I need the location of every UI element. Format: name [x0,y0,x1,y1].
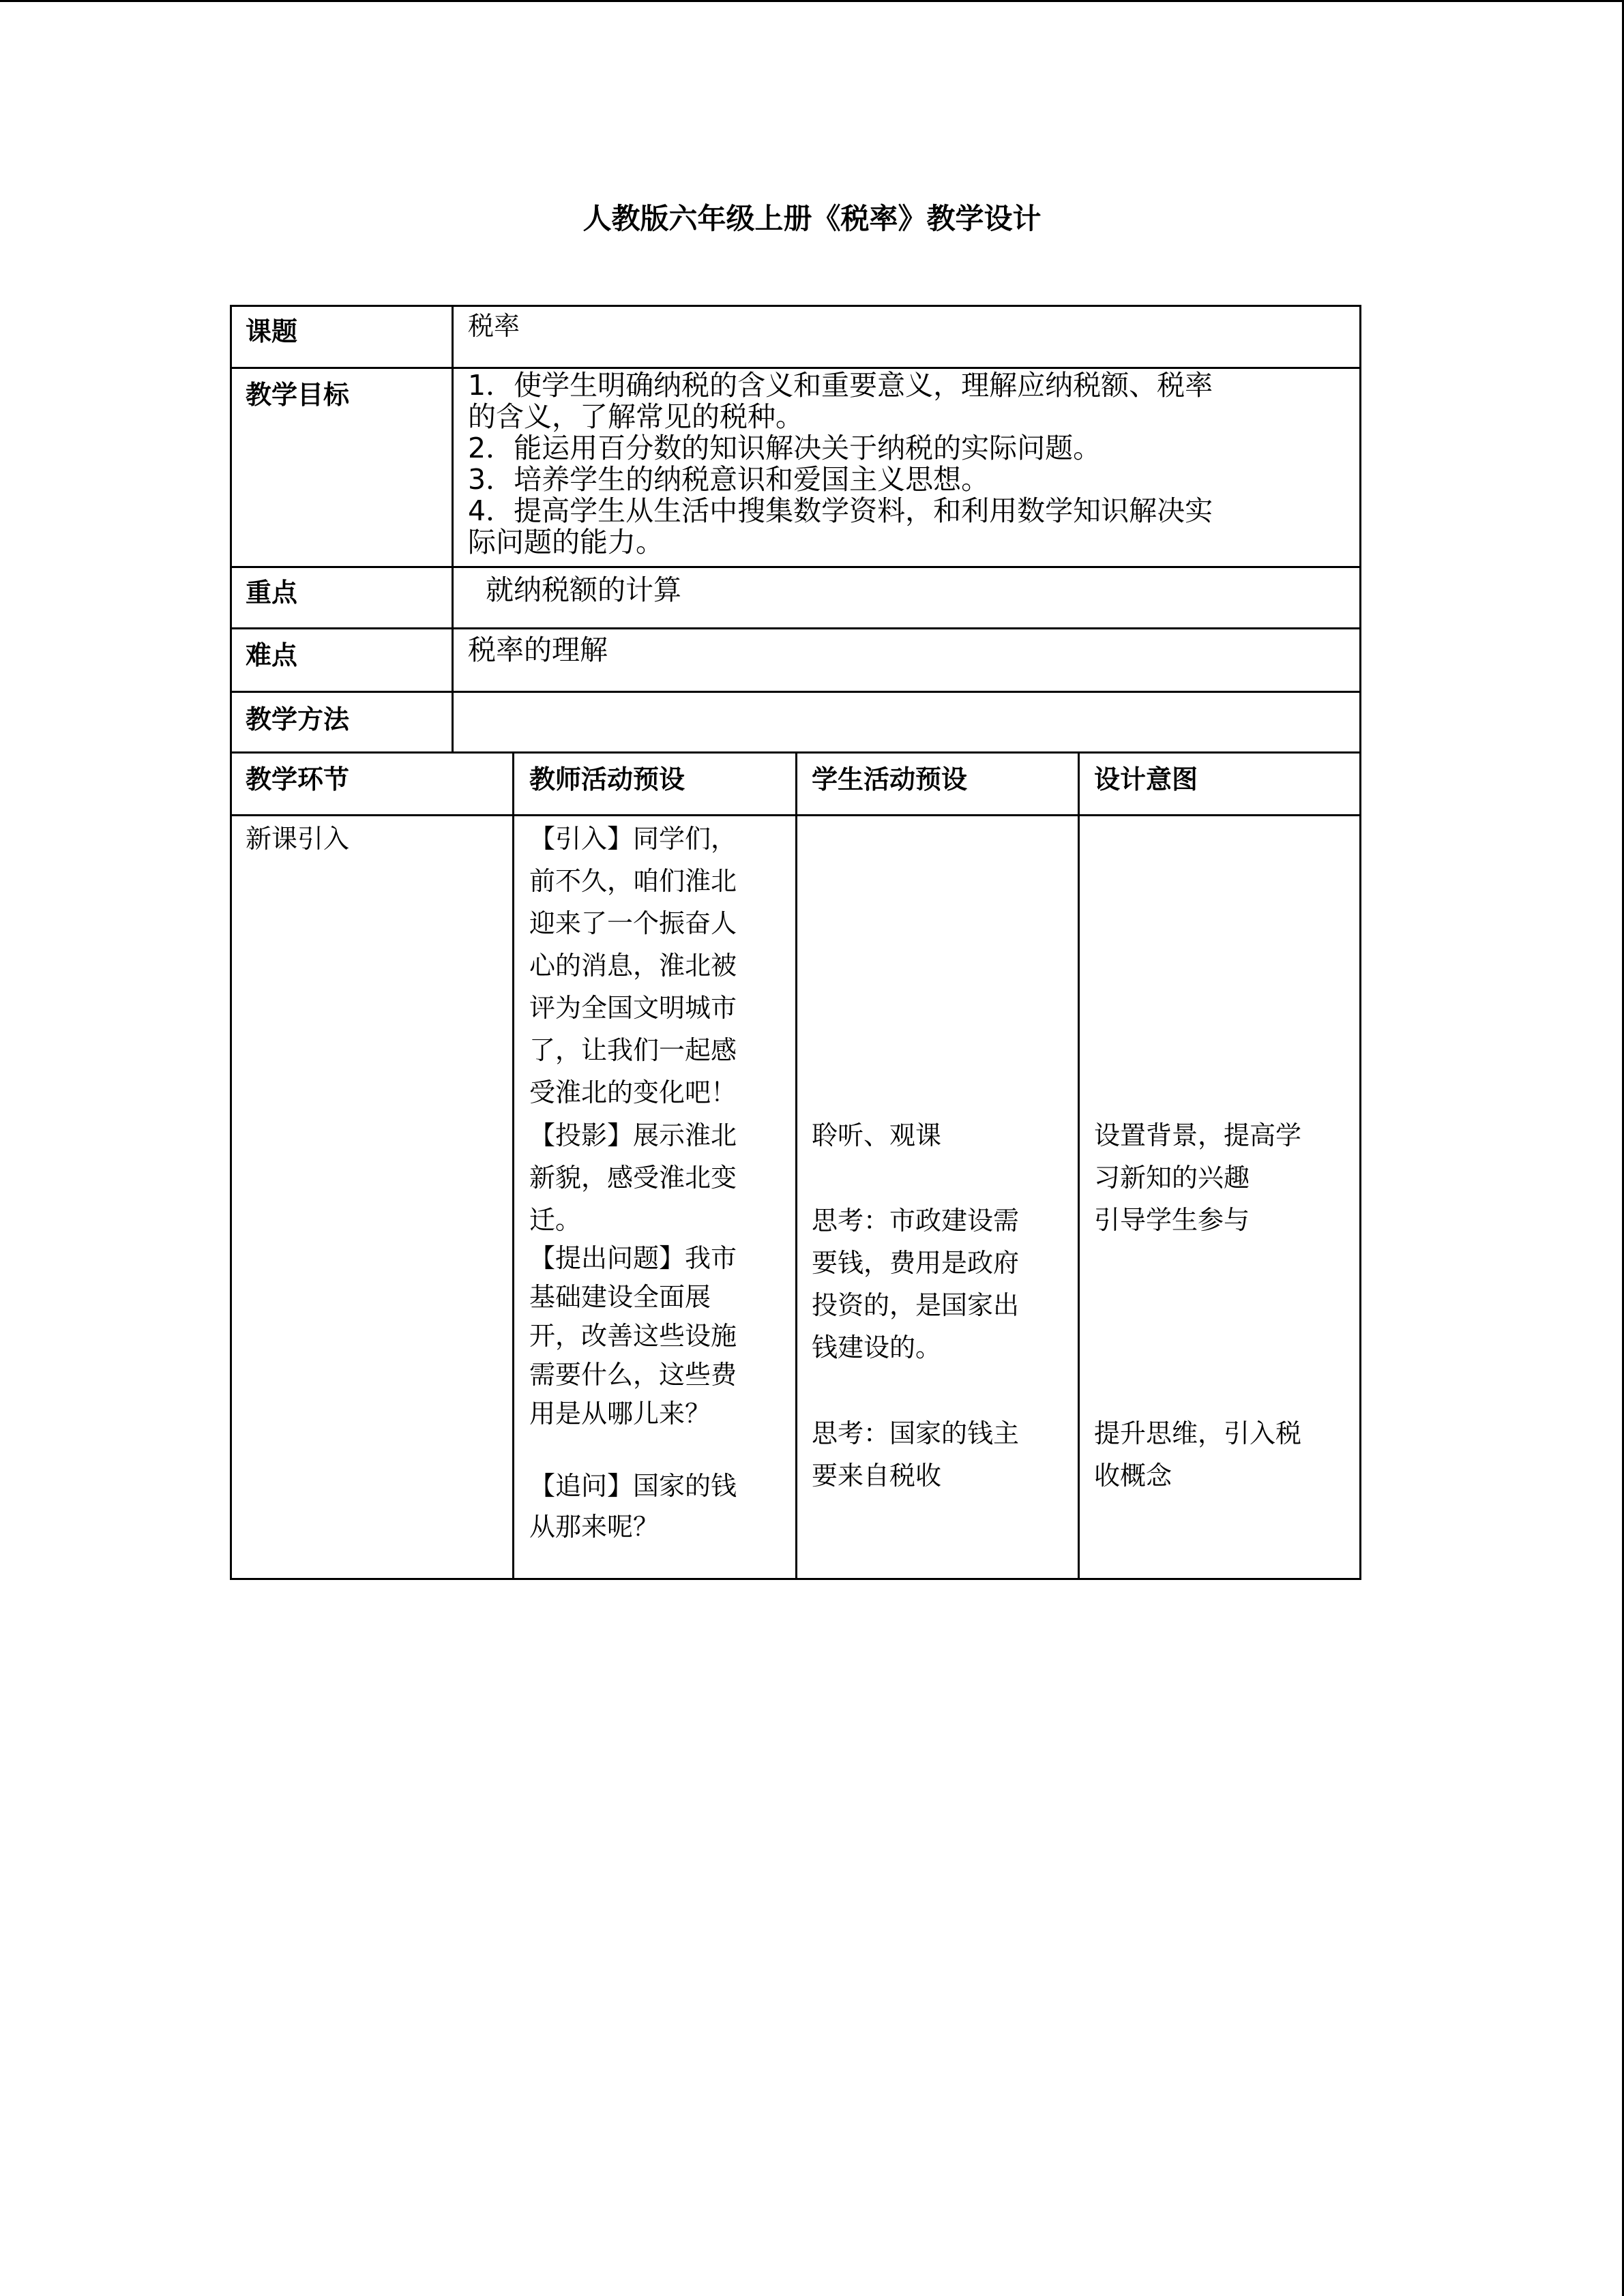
goal-line: 的含义，了解常见的税种。 [468,400,803,433]
teacher-followup: 【追问】国家的钱 从那来呢？ [529,1471,737,1542]
column-header-intent: 设计意图 [1094,764,1198,794]
column-header-stage: 教学环节 [246,764,350,794]
table-line [512,751,514,1580]
intent-background: 设置背景，提高学 习新知的兴趣 引导学生参与 [1094,1120,1302,1235]
student-think-1: 思考：市政建设需 要钱，费用是政府 投资的，是国家出 钱建设的。 [812,1206,1020,1362]
table-line [230,691,1361,693]
goal-line: 3．培养学生的纳税意识和爱国主义思想。 [468,463,990,496]
document-title: 人教版六年级上册《税率》教学设计 [582,202,1042,235]
goal-line: 际问题的能力。 [468,526,664,558]
table-line [230,305,232,1580]
difficulty-label: 难点 [246,640,298,670]
difficulty-value: 税率的理解 [468,633,608,666]
column-header-teacher: 教师活动预设 [529,764,685,794]
table-line [1359,305,1361,1580]
method-label: 教学方法 [246,704,350,734]
goal-line: 4．提高学生从生活中搜集数学资料，和利用数学知识解决实 [468,494,1213,527]
column-header-student: 学生活动预设 [812,764,968,794]
goals-list [468,370,1355,558]
goal-line: 2．能运用百分数的知识解决关于纳税的实际问题。 [468,432,1102,464]
goals-label: 教学目标 [246,380,350,410]
table-line [452,305,454,754]
table-line [1078,751,1080,1580]
table-line [795,751,797,1580]
table-line [230,627,1361,629]
intent-concept: 提升思维，引入税 收概念 [1094,1418,1302,1491]
student-think-2: 思考：国家的钱主 要来自税收 [812,1418,1020,1491]
topic-value: 税率 [468,311,520,341]
table-line [230,566,1361,568]
table-line [230,305,1361,307]
key-point-value: 就纳税额的计算 [486,573,681,606]
teacher-question: 【提出问题】我市 基础建设全面展 开，改善这些设施 需要什么，这些费 用是从哪儿来？ [529,1243,737,1429]
stage-cell: 新课引入 [246,824,350,854]
topic-label: 课题 [246,316,298,346]
teacher-projection: 【投影】展示淮北 新貌，感受淮北变 迁。 [529,1120,737,1235]
student-listen: 聆听、观课 [812,1120,942,1150]
goal-line: 1．使学生明确纳税的含义和重要意义，理解应纳税额、税率 [468,369,1213,402]
key-point-label: 重点 [246,578,298,608]
teacher-intro: 【引入】同学们， 前不久，咱们淮北 迎来了一个振奋人 心的消息，淮北被 评为全国文明城市 了，让我们一起感 受淮北的变化吧！ [529,824,737,1107]
